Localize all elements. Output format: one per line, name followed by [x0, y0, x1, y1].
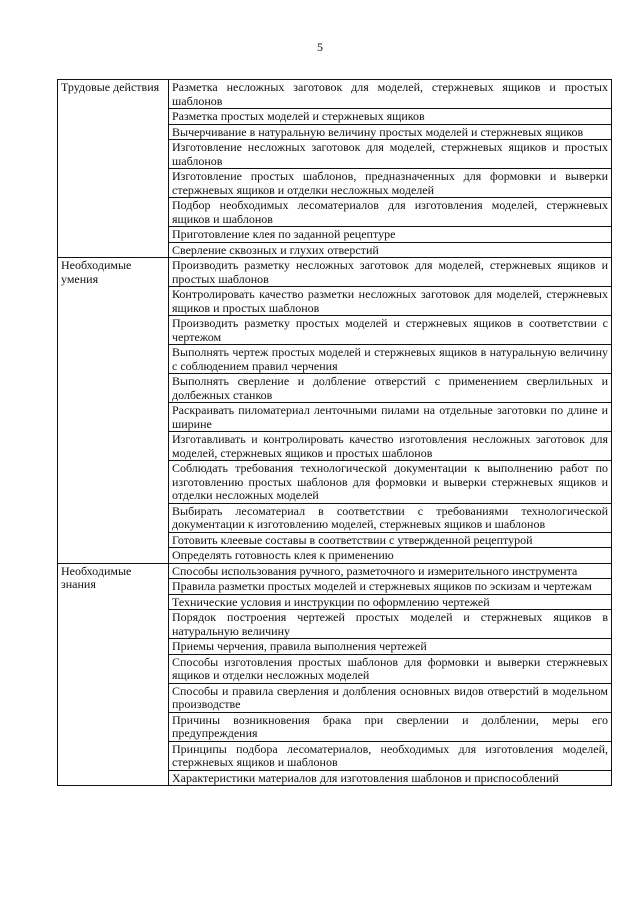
section-item: Изготавливать и контролировать качество изготовления несложных заготовок для моделей, стержневых ящиков и простых шаблонов — [169, 432, 612, 461]
section-item: Готовить клеевые составы в соответствии с утвержденной рецептурой — [169, 532, 612, 548]
section-item: Приготовление клея по заданной рецептуре — [169, 227, 612, 243]
requirements-table-body — [58, 80, 612, 786]
section-item: Способы изготовления простых шаблонов для формовки и выверки стержневых ящиков и отделки несложных моделей — [169, 654, 612, 683]
table-row — [58, 80, 612, 109]
section-item: Принципы подбора лесоматериалов, необходимых для изготовления моделей, стержневых ящиков и шаблонов — [169, 741, 612, 770]
section-item: Определять готовность клея к применению — [169, 548, 612, 564]
section-label: Трудовые действия — [58, 80, 169, 258]
section-item: Изготовление простых шаблонов, предназначенных для формовки и выверки стержневых ящиков и отделки несложных моделей — [169, 169, 612, 198]
table-row — [58, 258, 612, 287]
section-item: Способы и правила сверления и долбления основных видов отверстий в модельном производстве — [169, 683, 612, 712]
page-number: 5 — [317, 40, 323, 54]
section-item: Выполнять сверление и долбление отверстий с применением сверлильных и долбежных станков — [169, 374, 612, 403]
section-item: Способы использования ручного, разметочного и измерительного инструмента — [169, 563, 612, 579]
section-item: Правила разметки простых моделей и стержневых ящиков по эскизам и чертежам — [169, 579, 612, 595]
section-item: Приемы черчения, правила выполнения чертежей — [169, 639, 612, 655]
section-item: Раскраивать пиломатериал ленточными пилами на отдельные заготовки по длине и ширине — [169, 403, 612, 432]
section-label: Необходимые знания — [58, 563, 169, 786]
section-item: Причины возникновения брака при сверлении и долблении, меры его предупреждения — [169, 712, 612, 741]
section-item: Вычерчивание в натуральную величину простых моделей и стержневых ящиков — [169, 124, 612, 140]
section-item: Соблюдать требования технологической документации к выполнению работ по изготовлению простых шаблонов для формовки и выверки стержневых ящиков и отделки несложных моделей — [169, 461, 612, 504]
section-item: Характеристики материалов для изготовления шаблонов и приспособлений — [169, 770, 612, 786]
table-row — [58, 563, 612, 579]
requirements-table — [57, 79, 612, 786]
section-item: Подбор необходимых лесоматериалов для изготовления моделей, стержневых ящиков и шаблонов — [169, 198, 612, 227]
section-item: Разметка несложных заготовок для моделей, стержневых ящиков и простых шаблонов — [169, 80, 612, 109]
section-label: Необходимые умения — [58, 258, 169, 564]
section-item: Сверление сквозных и глухих отверстий — [169, 242, 612, 258]
section-item: Порядок построения чертежей простых моделей и стержневых ящиков в натуральную величину — [169, 610, 612, 639]
section-item: Выполнять чертеж простых моделей и стержневых ящиков в натуральную величину с соблюдением правил черчения — [169, 345, 612, 374]
section-item: Разметка простых моделей и стержневых ящиков — [169, 109, 612, 125]
section-item: Выбирать лесоматериал в соответствии с требованиями технологической документации к изготовлению моделей, стержневых ящиков и шаблонов — [169, 503, 612, 532]
section-item: Контролировать качество разметки несложных заготовок для моделей, стержневых ящиков и простых шаблонов — [169, 287, 612, 316]
section-item: Технические условия и инструкции по оформлению чертежей — [169, 594, 612, 610]
section-item: Производить разметку простых моделей и стержневых ящиков в соответствии с чертежом — [169, 316, 612, 345]
section-item: Изготовление несложных заготовок для моделей, стержневых ящиков и простых шаблонов — [169, 140, 612, 169]
section-item: Производить разметку несложных заготовок для моделей, стержневых ящиков и простых шаблонов — [169, 258, 612, 287]
